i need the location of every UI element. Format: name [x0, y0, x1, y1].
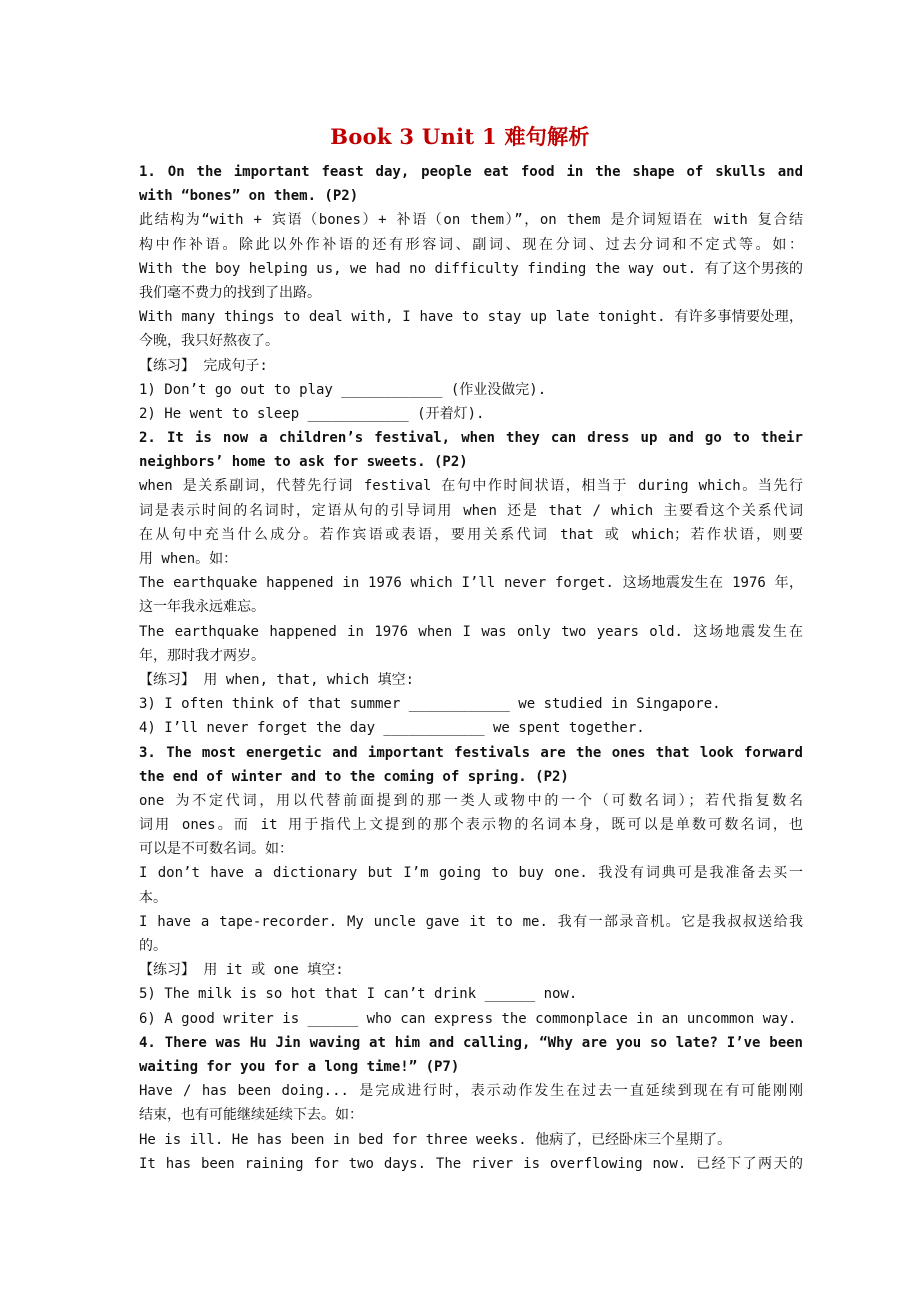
text-line: He is ill. He has been in bed for three weeks. 他病了，已经卧床三个星期了。: [139, 1131, 732, 1148]
text-line: 2) He went to sleep ____________ (开着灯).: [139, 405, 485, 422]
text-line: 3. The most energetic and important festivals are the ones that look forward: [139, 744, 803, 761]
text-line: 用 when。如：: [139, 551, 238, 567]
text-line: 【练习】 完成句子:: [139, 357, 268, 374]
text-line: 1) Don’t go out to play ____________ (作业没做完).: [139, 381, 547, 398]
text-line: I have a tape-recorder. My uncle gave it to me. 我有一部录音机。它是我叔叔送给我: [139, 913, 803, 930]
text-line: the end of winter and to the coming of spring. (P2): [139, 768, 569, 785]
text-line: 年，那时我才两岁。: [139, 647, 265, 664]
text-line: With many things to deal with, I have to stay up late tonight. 有许多事情要处理，: [139, 309, 803, 326]
text-line: 4. There was Hu Jin waving at him and calling, “Why are you so late? I’ve been: [139, 1034, 803, 1051]
text-line: 5) The milk is so hot that I can’t drink ______ now.: [139, 986, 578, 1003]
text-line: 本。: [139, 889, 167, 906]
text-line: waiting for you for a long time!” (P7): [139, 1058, 460, 1075]
text-line: 我们毫不费力的找到了出路。: [139, 284, 321, 301]
text-line: The earthquake happened in 1976 when I was only two years old. 这场地震发生在: [139, 623, 803, 640]
text-line: neighbors’ home to ask for sweets. (P2): [139, 454, 468, 471]
text-line: It has been raining for two days. The river is overflowing now. 已经下了两天的: [139, 1155, 803, 1172]
text-line: 【练习】 用 it 或 one 填空:: [139, 962, 344, 979]
text-line: 的。: [139, 938, 167, 954]
document-body: [139, 160, 803, 1176]
text-line: 6) A good writer is ______ who can express the commonplace in an uncommon way.: [139, 1010, 797, 1027]
text-line: 2. It is now a children’s festival, when they can dress up and go to their: [139, 430, 803, 447]
text-line: I don’t have a dictionary but I’m going to buy one. 我没有词典可是我准备去买一: [139, 865, 803, 882]
text-line: 【练习】 用 when, that, which 填空:: [139, 671, 415, 688]
text-line: The earthquake happened in 1976 which I’ll never forget. 这场地震发生在 1976 年，: [139, 575, 803, 592]
text-line: 构中作补语。除此以外作补语的还有形容词、副词、现在分词、过去分词和不定式等。如：: [139, 236, 803, 253]
text-line: 词用 ones。而 it 用于指代上文提到的那个表示物的名词本身，既可以是单数可数名词，也: [139, 817, 803, 834]
text-line: 3) I often think of that summer ____________ we studied in Singapore.: [139, 696, 721, 713]
text-line: when 是关系副词，代替先行词 festival 在句中作时间状语，相当于 during which。当先行: [139, 478, 803, 495]
text-line: with “bones” on them. (P2): [139, 188, 359, 205]
text-line: With the boy helping us, we had no difficulty finding the way out. 有了这个男孩的: [139, 260, 803, 277]
text-line: 今晚，我只好熬夜了。: [139, 333, 279, 350]
text-line: 这一年我永远难忘。: [139, 599, 265, 616]
text-line: 1. On the important feast day, people eat food in the shape of skulls and: [139, 164, 803, 180]
text-line: 结束，也有可能继续延续下去。如：: [139, 1107, 363, 1124]
text-line: 在从句中充当什么成分。若作宾语或表语，要用关系代词 that 或 which；若作状语，则要: [139, 526, 803, 543]
text-line: one 为不定代词，用以代替前面提到的那一类人或物中的一个（可数名词）；若代指复数名: [139, 792, 803, 809]
text-line: 词是表示时间的名词时，定语从句的引导词用 when 还是 that / which 主要看这个关系代词: [139, 502, 803, 519]
document-title: Book 3 Unit 1 难句解析: [330, 124, 590, 149]
text-line: Have / has been doing... 是完成进行时，表示动作发生在过去一直延续到现在有可能刚刚: [139, 1083, 803, 1100]
text-line: 4) I’ll never forget the day ____________ we spent together.: [139, 720, 645, 737]
text-line: 此结构为“with + 宾语（bones）+ 补语（on them）”，on them 是介词短语在 with 复合结: [139, 212, 803, 229]
text-line: 可以是不可数名词。如：: [139, 841, 293, 858]
